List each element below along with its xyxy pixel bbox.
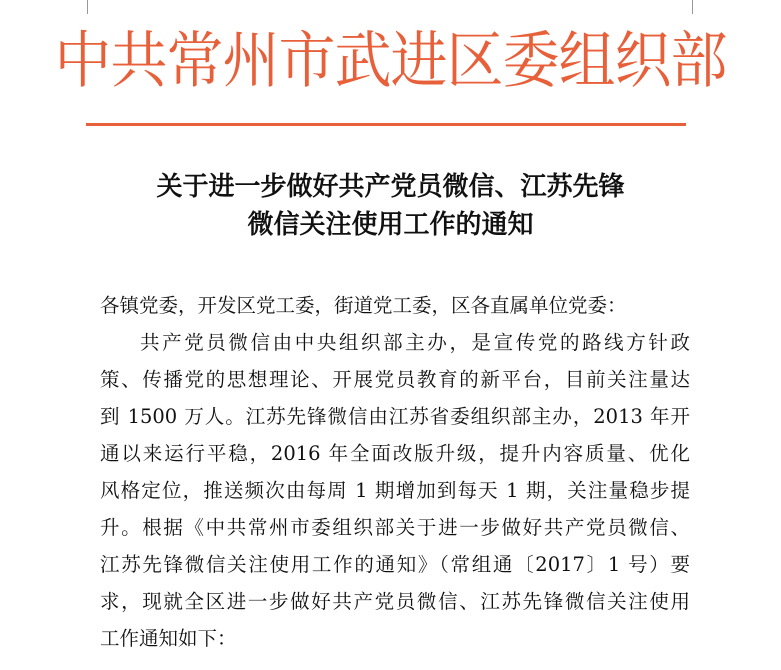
document-body [100,287,690,657]
document-title [0,168,781,244]
paragraph-line: 共产党员微信由中央组织部主办，是宣传党的路线方针政 [140,331,690,354]
masthead-red-rule [86,123,686,126]
paragraph-line: 求，现就全区进一步做好共产党员微信、江苏先锋微信关注使用 [100,590,690,613]
document-title-line-2: 微信关注使用工作的通知 [247,210,534,240]
paragraph-line: 江苏先锋微信关注使用工作的通知》（常组通〔2017〕1 号）要 [100,553,690,576]
salutation: 各镇党委，开发区党工委，街道党工委，区各直属单位党委： [100,294,627,317]
paragraph-line: 通以来运行平稳，2016 年全面改版升级，提升内容质量、优化 [100,442,690,465]
paragraph-line: 风格定位，推送频次由每周 1 期增加到每天 1 期，关注量稳步提 [100,479,690,502]
paragraph-line: 策、传播党的思想理论、开展党员教育的新平台，目前关注量达 [100,368,690,391]
paragraph-line: 工作通知如下： [100,627,237,650]
masthead-org-name: 中共常州市武进区委组织部 [54,25,727,97]
page-corner-mark-left [87,0,88,14]
paragraph-line: 升。根据《中共常州市委组织部关于进一步做好共产党员微信、 [100,516,690,539]
paragraph-line: 到 1500 万人。江苏先锋微信由江苏省委组织部主办，2013 年开 [100,405,690,428]
document-title-line-1: 关于进一步做好共产党员微信、江苏先锋 [156,172,625,202]
page-corner-mark-right [692,0,693,14]
